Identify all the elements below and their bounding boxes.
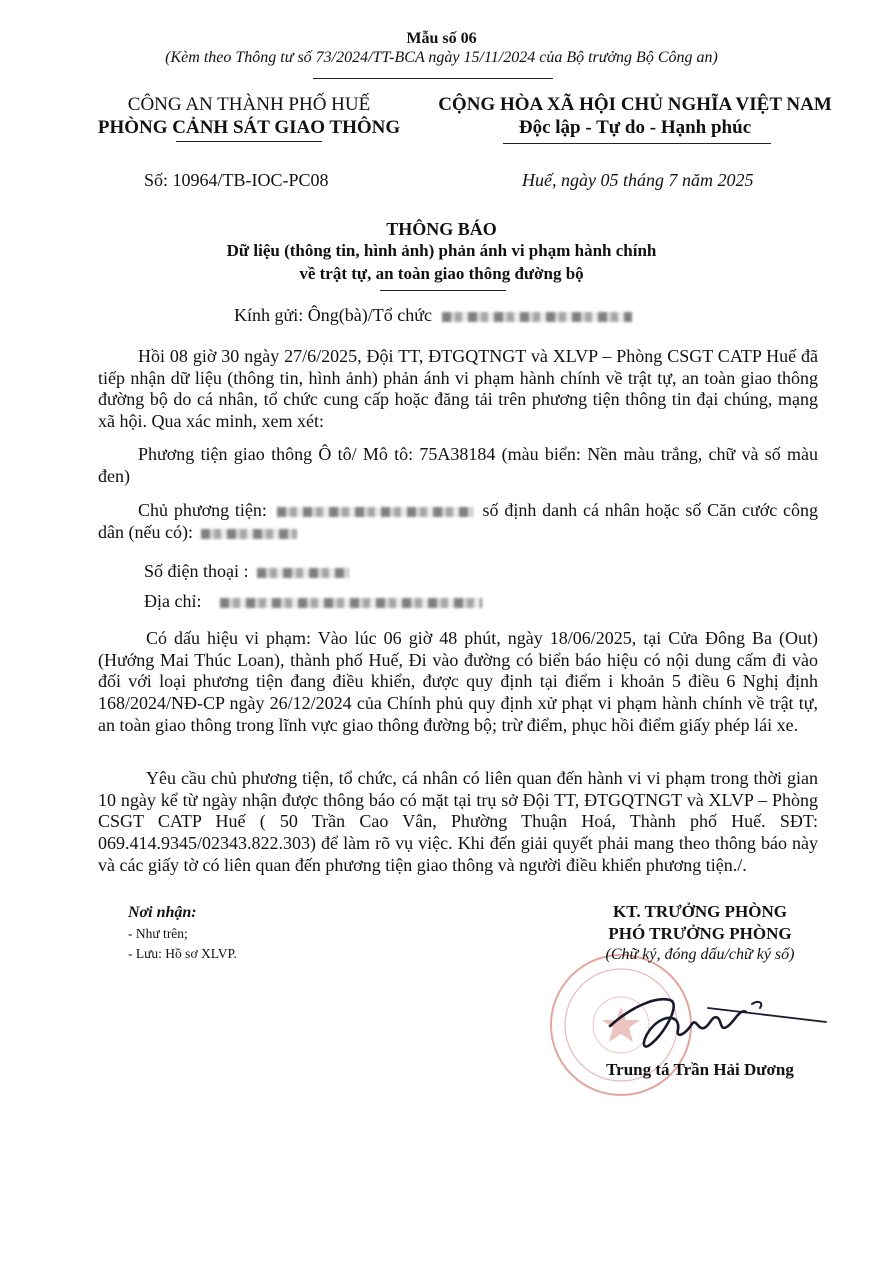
recipient-line — [234, 305, 632, 326]
recipient-label: Kính gửi: Ông(bà)/Tổ chức — [234, 305, 432, 325]
owner-label: Chủ phương tiện: — [138, 500, 267, 520]
recipient-item: - Lưu: Hồ sơ XLVP. — [128, 946, 237, 961]
divider — [380, 290, 506, 291]
redacted-address — [220, 598, 482, 608]
redacted-id — [201, 529, 297, 539]
divider — [503, 143, 771, 144]
signature-title: KT. TRƯỞNG PHÒNG — [613, 902, 787, 921]
form-number: Mẫu số 06 — [406, 30, 477, 47]
handwritten-signature — [600, 978, 830, 1058]
phone-label: Số điện thoại : — [144, 561, 249, 581]
owner-paragraph — [98, 500, 818, 543]
republic-name: CỘNG HÒA XÃ HỘI CHỦ NGHĨA VIỆT NAM — [438, 94, 832, 115]
signature-note: (Chữ ký, đóng dấu/chữ ký số) — [605, 946, 795, 963]
recipients-label: Nơi nhận: — [128, 904, 197, 921]
national-motto: Độc lập - Tự do - Hạnh phúc — [518, 117, 752, 138]
vehicle-paragraph: Phương tiện giao thông Ô tô/ Mô tô: 75A38184 (màu biển: Nền màu trắng, chữ và số màu đen) — [98, 444, 818, 486]
redacted-owner — [277, 507, 473, 517]
redacted-name — [442, 312, 632, 322]
place-date: Huế, ngày 05 tháng 7 năm 2025 — [522, 170, 754, 190]
document-subtitle: Dữ liệu (thông tin, hình ảnh) phản ánh vi phạm hành chính — [226, 241, 657, 260]
recipient-item: - Như trên; — [128, 926, 188, 941]
divider — [313, 78, 553, 79]
address-line — [144, 591, 482, 612]
document-number: Số: 10964/TB-IOC-PC08 — [144, 170, 329, 190]
divider — [176, 141, 322, 142]
signature-position: PHÓ TRƯỞNG PHÒNG — [608, 924, 792, 943]
violation-paragraph: Có dấu hiệu vi phạm: Vào lúc 06 giờ 48 phút, ngày 18/06/2025, tại Cửa Đông Ba (Out) (Hướng Mai Thúc Loan), thành phố Huế, Đi vào đường có biển báo hiệu có nội dung cấm đi vào đối với loại phương tiện đang điều khiển, được quy định tại điểm i khoản 5 điều 6 Nghị định 168/2024/NĐ-CP ngày 26/12/2024 của Chính phủ quy định xử phạt vi phạm hành chính về trật tự, an toàn giao thông trong lĩnh vực giao thông đường bộ; trừ điểm, phục hồi điểm giấy phép lái xe. — [98, 628, 818, 735]
department-name: PHÒNG CẢNH SÁT GIAO THÔNG — [97, 117, 401, 138]
document-subtitle: về trật tự, an toàn giao thông đường bộ — [299, 264, 584, 283]
owner-id-label: số định danh cá nhân hoặc số Căn cước công dân (nếu có): — [98, 500, 819, 542]
document-title: THÔNG BÁO — [386, 219, 497, 239]
intro-paragraph: Hồi 08 giờ 30 ngày 27/6/2025, Đội TT, ĐTGQTNGT và XLVP – Phòng CSGT CATP Huế đã tiếp nhận dữ liệu (thông tin, hình ảnh) phản ánh vi phạm hành chính về trật tự, an toàn giao thông đường bộ do cá nhân, tổ chức cung cấp hoặc đăng tải trên phương tiện thông tin đại chúng, mạng xã hội. Qua xác minh, xem xét: — [98, 346, 818, 432]
address-label: Địa chỉ: — [144, 591, 202, 611]
attached-circular: (Kèm theo Thông tư số 73/2024/TT-BCA ngày 15/11/2024 của Bộ trưởng Bộ Công an) — [165, 49, 718, 66]
redacted-phone — [257, 568, 349, 578]
agency-name: CÔNG AN THÀNH PHỐ HUẾ — [127, 94, 371, 115]
signer-name: Trung tá Trần Hải Dương — [606, 1060, 794, 1079]
request-paragraph: Yêu cầu chủ phương tiện, tổ chức, cá nhân có liên quan đến hành vi vi phạm trong thời gian 10 ngày kể từ ngày nhận được thông báo có mặt tại trụ sở Đội TT, ĐTGQTNGT và XLVP – Phòng CSGT CATP Huế ( 50 Trần Cao Vân, Phường Thuận Hoá, Thành phố Huế. SĐT: 069.414.9345/02343.822.303) để làm rõ vụ việc. Khi đến giải quyết phải mang theo thông báo này và các giấy tờ có liên quan đến phương tiện giao thông và người điều khiển phương tiện./. — [98, 768, 818, 875]
phone-line — [144, 561, 349, 582]
